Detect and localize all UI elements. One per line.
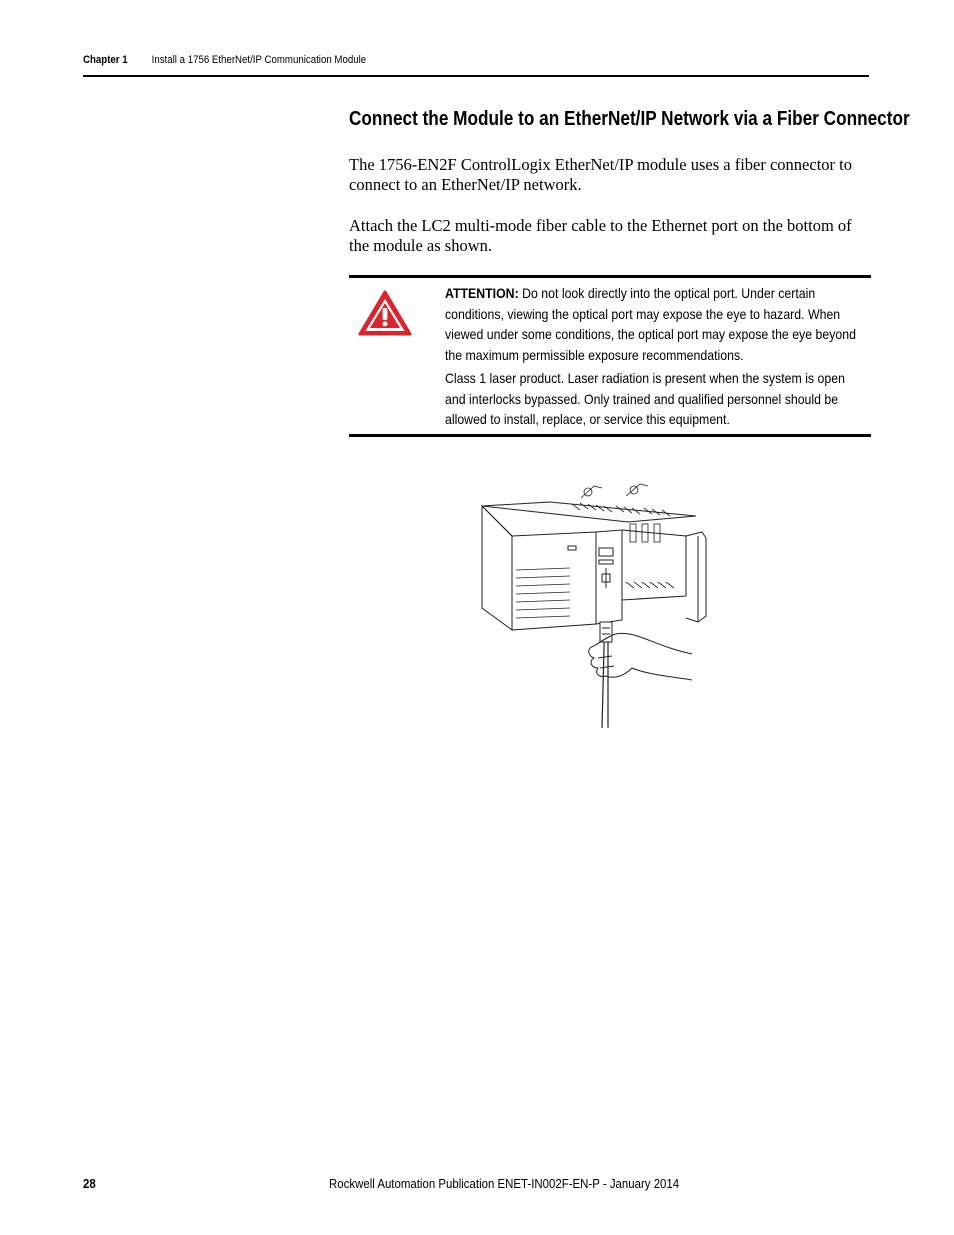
attention-bottom-rule [349,434,871,437]
body-paragraph-2: Attach the LC2 multi-mode fiber cable to the Ethernet port on the bottom of the module as shown. [349,216,852,255]
laser-class-paragraph: Class 1 laser product. Laser radiation is present when the system is open and interlocks bypassed. Only trained and qualified personnel should be allowed to install, replace, or service this equipment. [445,370,845,427]
section-title: Connect the Module to an EtherNet/IP Network via a Fiber Connector [349,108,910,130]
chapter-number: Chapter 1 [83,54,128,66]
attention-text: Do not look directly into the optical port. Under certain conditions, viewing the optical port may expose the eye to hazard. When viewed under some conditions, the optical port may expose the eye beyond the maximum permissible exposure recommendations. [445,285,856,363]
publication-info: Rockwell Automation Publication ENET-IN002F-EN-P - January 2014 [329,1176,680,1191]
chapter-title: Install a 1756 EtherNet/IP Communication Module [151,54,367,66]
body-paragraph-1: The 1756-EN2F ControlLogix EtherNet/IP module uses a fiber connector to connect to an EtherNet/IP network. [349,155,852,194]
module-fiber-connection-illustration [476,478,716,728]
running-header [83,52,366,68]
attention-label: ATTENTION: [445,285,519,301]
attention-paragraph [445,283,859,365]
page-number: 28 [83,1176,96,1191]
warning-triangle-icon [357,289,413,337]
header-rule [83,75,869,77]
attention-top-rule [349,275,871,278]
